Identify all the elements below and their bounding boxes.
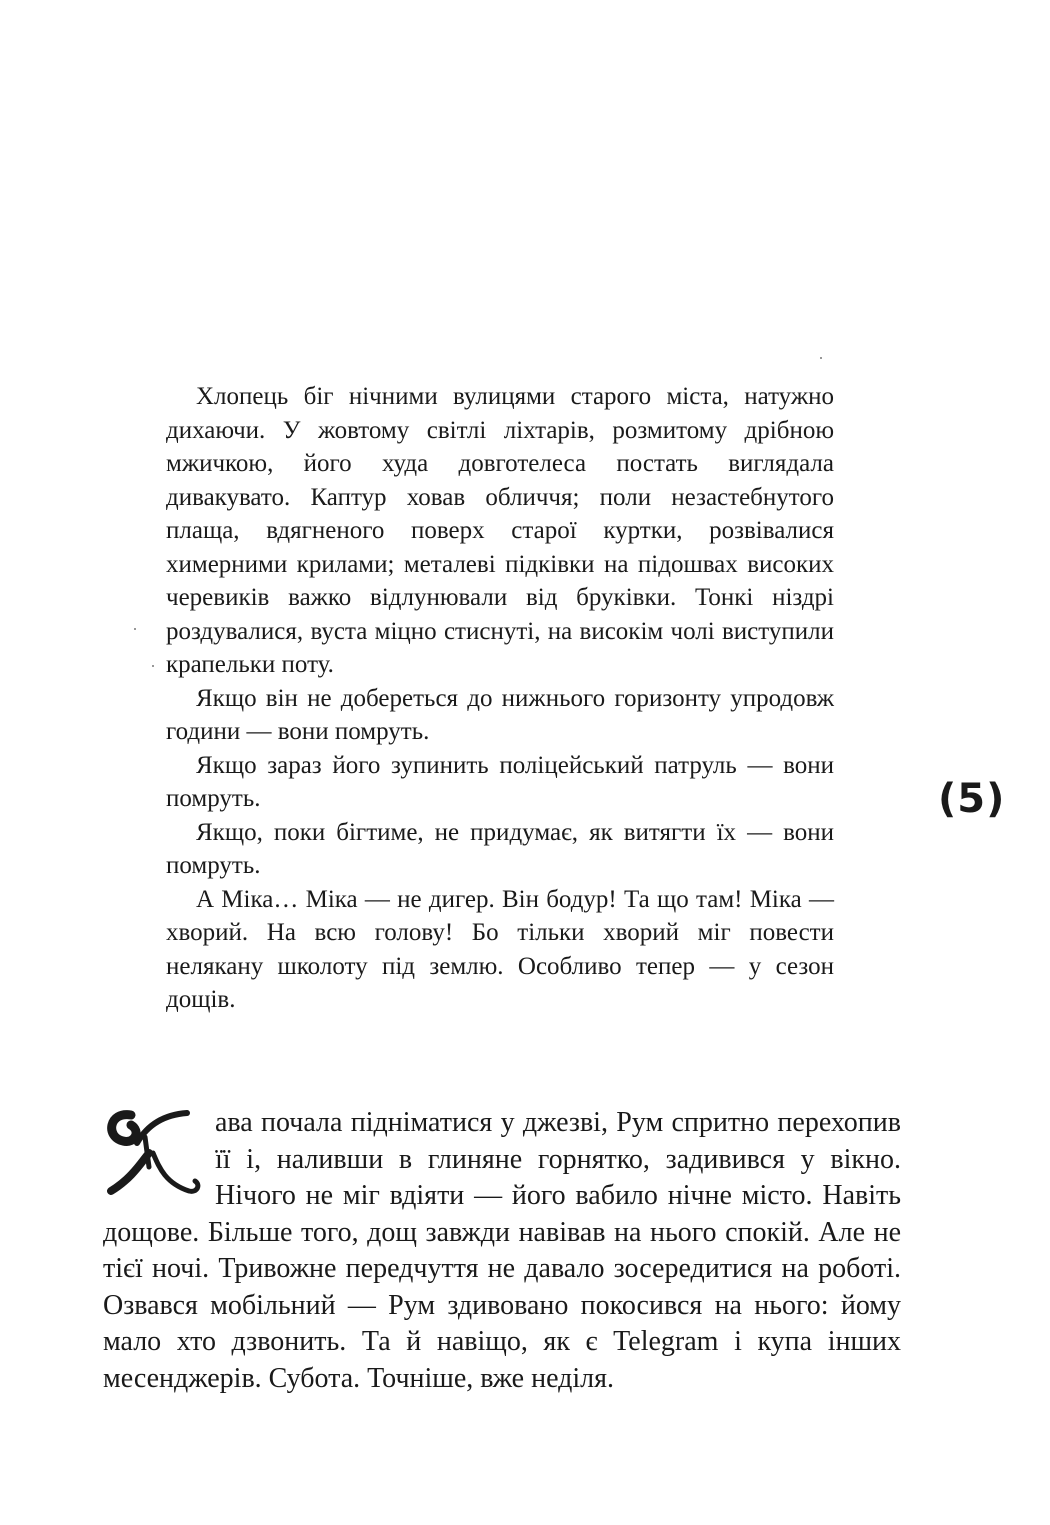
scan-speck (820, 357, 822, 359)
scan-speck (152, 665, 154, 667)
drop-cap-ornament (101, 1107, 209, 1197)
scan-speck (134, 628, 136, 630)
chapter-paragraph-1: ава почала підніматися у джезві, Рум спритно перехопив її і, наливши в глиняне горнятко, задивився у вікно. Нічого не міг вдіяти — його вабило нічне місто. Навіть дощове. Більше того, дощ завжди навівав на нього спокій. Але не тієї ночі. Тривожне передчуття не давало зосередитися на роботі. Озвався мобільний — Рум здивовано покосився на нього: йому мало хто дзвонить. Та й навіщо, як є Telegram і купа інших месенджерів. Субота. Точніше, вже неділя. (103, 1107, 901, 1394)
prologue-text (166, 380, 834, 1017)
prologue-paragraph-2: Якщо він не добереться до нижнього горизонту упродовж години — вони помруть. (166, 684, 834, 745)
drop-cap (101, 1107, 209, 1197)
prologue-paragraph-5: А Міка… Міка — не дигер. Він бодур! Та що там! Міка — хворий. На всю голову! Бо тільки хворий міг повести нелякану школоту під землю. Особливо тепер — у сезон дощів. (166, 885, 834, 1013)
prologue-paragraph-3: Якщо зараз його зупинить поліцейський патруль — вони помруть. (166, 751, 834, 812)
chapter-text (103, 1105, 901, 1397)
drop-cap-letter: Ж (141, 1152, 159, 1174)
prologue-paragraph-4: Якщо, поки бігтиме, не придумає, як витягти їх — вони помруть. (166, 818, 834, 879)
page-number: (5) (938, 776, 1006, 822)
page-number-value: 5 (957, 776, 987, 822)
prologue-paragraph-1: Хлопець біг нічними вулицями старого міста, натужно дихаючи. У жовтому світлі ліхтарів, розмитому дрібною мжичкою, його худа довготелеса постать виглядала дивакувато. Каптур ховав обличчя; поли незастебнутого плаща, вдягненого поверх старої куртки, розвівалися химерними крилами; металеві підківки на підошвах високих черевиків важко відлунювали від бруківки. Тонкі ніздрі роздувалися, вуста міцно стиснуті, на високім чолі виступили крапельки поту. (166, 383, 834, 678)
